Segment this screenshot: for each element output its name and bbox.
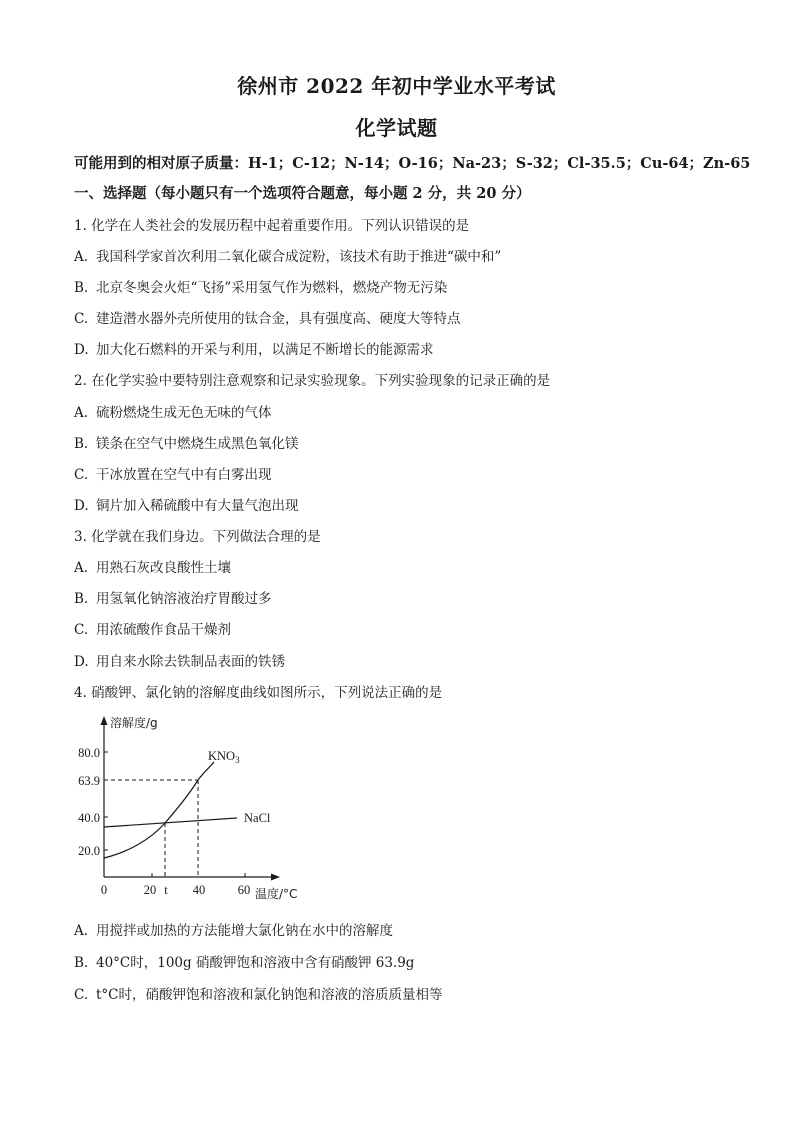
y-tick-label: 80.0 bbox=[78, 746, 100, 760]
question-4-option-a bbox=[74, 919, 393, 939]
question-4-option-b bbox=[74, 951, 414, 971]
kno3-label: $KNO_3$ bbox=[208, 749, 240, 765]
question-1-option-c bbox=[74, 307, 461, 327]
x-axis-title: 温度/°C bbox=[255, 887, 298, 901]
question-2-option-a bbox=[74, 401, 272, 421]
nacl-curve bbox=[104, 818, 237, 827]
option-text: 镁条在空气中燃烧生成黑色氧化镁 bbox=[96, 436, 299, 452]
option-text: 用自来水除去铁制品表面的铁锈 bbox=[96, 654, 285, 670]
x-tick-label: t bbox=[164, 883, 168, 897]
option-text: 我国科学家首次利用二氧化碳合成淀粉，该技术有助于推进“碳中和” bbox=[96, 249, 502, 265]
question-1-option-a bbox=[74, 245, 501, 265]
question-4-option-c bbox=[74, 983, 443, 1003]
option-label: B. bbox=[74, 280, 89, 296]
option-label: A. bbox=[74, 560, 89, 576]
y-tick-label: 63.9 bbox=[78, 774, 100, 788]
option-text: 加大化石燃料的开采与利用，以满足不断增长的能源需求 bbox=[96, 342, 434, 358]
option-text: 干冰放置在空气中有白雾出现 bbox=[96, 467, 272, 483]
exam-title: 徐州市 2022 年初中学业水平考试 bbox=[237, 74, 556, 98]
option-text: 40°C时，100g 硝酸钾饱和溶液中含有硝酸钾 63.9g bbox=[96, 955, 415, 971]
y-tick-label: 40.0 bbox=[78, 811, 100, 825]
question-1-option-b bbox=[74, 276, 447, 296]
option-label: B. bbox=[74, 955, 89, 971]
x-tick-label: 40 bbox=[192, 883, 206, 897]
atomic-masses-line: 可能用到的相对原子质量：H-1；C-12；N-14；O-16；Na-23；S-32；Cl-35.5；Cu-64；Zn-65 bbox=[74, 155, 751, 172]
option-label: B. bbox=[74, 436, 89, 452]
option-label: A. bbox=[74, 923, 89, 939]
question-4-stem: 4. 硝酸钾、氯化钠的溶解度曲线如图所示，下列说法正确的是 bbox=[74, 685, 443, 701]
option-label: D. bbox=[74, 498, 89, 514]
option-label: A. bbox=[74, 405, 89, 421]
y-axis-title: 溶解度/g bbox=[110, 716, 158, 730]
option-text: t°C时，硝酸钾饱和溶液和氯化钠饱和溶液的溶质质量相等 bbox=[96, 987, 443, 1003]
option-text: 铜片加入稀硫酸中有大量气泡出现 bbox=[96, 498, 299, 514]
question-3-option-a bbox=[74, 556, 231, 576]
option-label: C. bbox=[74, 311, 89, 327]
option-text: 用搅拌或加热的方法能增大氯化钠在水中的溶解度 bbox=[96, 923, 393, 939]
x-axis-arrow-icon bbox=[271, 874, 280, 881]
question-3-option-d bbox=[74, 650, 285, 670]
option-label: D. bbox=[74, 654, 89, 670]
option-text: 北京冬奥会火炬“飞扬”采用氢气作为燃料，燃烧产物无污染 bbox=[96, 280, 448, 296]
question-2-option-b bbox=[74, 432, 299, 452]
question-3-option-c bbox=[74, 618, 231, 638]
option-label: C. bbox=[74, 467, 89, 483]
option-text: 用浓硫酸作食品干燥剂 bbox=[96, 622, 231, 638]
question-3-stem: 3. 化学就在我们身边。下列做法合理的是 bbox=[74, 529, 321, 545]
question-2-stem: 2. 在化学实验中要特别注意观察和记录实验现象。下列实验现象的记录正确的是 bbox=[74, 373, 551, 389]
section-heading: 一、选择题（每小题只有一个选项符合题意，每小题 2 分，共 20 分） bbox=[74, 185, 531, 202]
option-label: C. bbox=[74, 987, 89, 1003]
option-label: D. bbox=[74, 342, 89, 358]
y-axis-arrow-icon bbox=[101, 716, 108, 725]
question-2-option-d bbox=[74, 494, 299, 514]
option-text: 用熟石灰改良酸性土壤 bbox=[96, 560, 231, 576]
option-label: B. bbox=[74, 591, 89, 607]
y-tick-label: 20.0 bbox=[78, 844, 100, 858]
x-tick-label: 60 bbox=[237, 883, 251, 897]
question-1-stem: 1. 化学在人类社会的发展历程中起着重要作用。下列认识错误的是 bbox=[74, 218, 470, 234]
option-text: 建造潜水器外壳所使用的钛合金，具有强度高、硬度大等特点 bbox=[96, 311, 461, 327]
option-label: C. bbox=[74, 622, 89, 638]
question-1-option-d bbox=[74, 338, 434, 358]
question-3-option-b bbox=[74, 587, 272, 607]
question-2-option-c bbox=[74, 463, 272, 483]
nacl-label: NaCl bbox=[244, 811, 271, 825]
x-tick-label: 20 bbox=[143, 883, 157, 897]
exam-subtitle: 化学试题 bbox=[355, 116, 438, 140]
option-text: 硫粉燃烧生成无色无味的气体 bbox=[96, 405, 272, 421]
option-label: A. bbox=[74, 249, 89, 265]
option-text: 用氢氧化钠溶液治疗胃酸过多 bbox=[96, 591, 272, 607]
solubility-chart bbox=[70, 705, 330, 905]
x-tick-label: 0 bbox=[100, 883, 108, 897]
